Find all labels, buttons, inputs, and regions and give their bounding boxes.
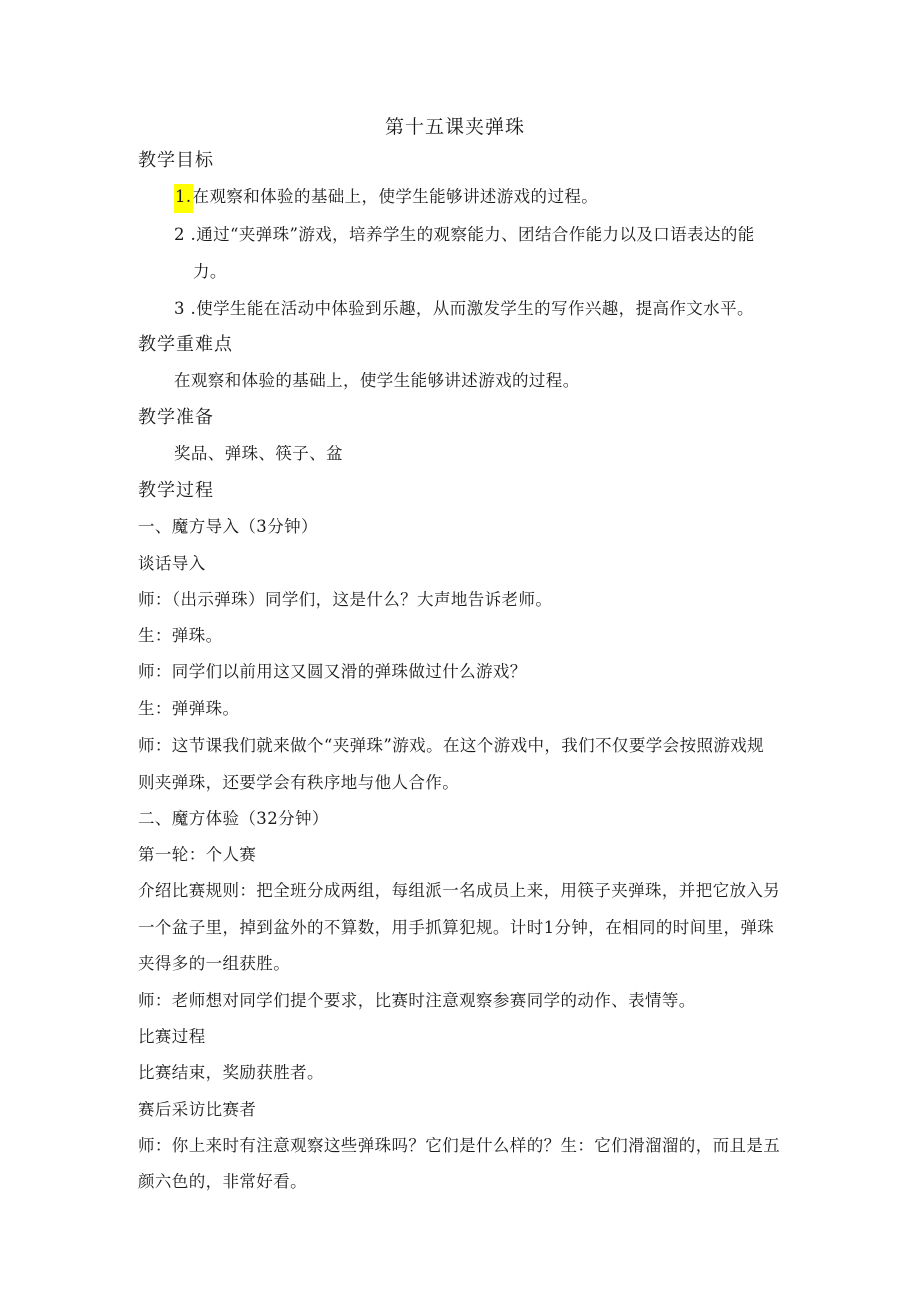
teacher-requirement: 师：老师想对同学们提个要求，比赛时注意观察参赛同学的动作、表情等。	[138, 991, 696, 1010]
match-end: 比赛结束，奖励获胜者。	[138, 1063, 324, 1082]
dialog-line-3: 师：同学们以前用这又圆又滑的弹珠做过什么游戏？	[138, 662, 527, 681]
section-heading-key-points: 教学重难点	[138, 334, 233, 355]
rules-line-2: 一个盆子里，掉到盆外的不算数，用手抓算犯规。计时1分钟，在相同的时间里，弹珠	[138, 918, 775, 937]
part-1-title: 一、魔方导入（3分钟）	[138, 517, 318, 536]
goal-item-1-text: 在观察和体验的基础上，使学生能够讲述游戏的过程。	[192, 187, 599, 206]
interview-heading: 赛后采访比赛者	[138, 1100, 257, 1119]
part-1-subtitle: 谈话导入	[138, 554, 206, 573]
rules-line-1: 介绍比赛规则：把全班分成两组，每组派一名成员上来，用筷子夹弹珠，并把它放入另	[138, 881, 781, 900]
goal-item-3: 3 .使学生能在活动中体验到乐趣，从而激发学生的写作兴趣，提高作文水平。	[174, 299, 754, 318]
interview-line-2: 颜六色的，非常好看。	[138, 1172, 307, 1191]
dialog-line-2: 生：弹珠。	[138, 626, 223, 645]
dialog-line-4: 生：弹弹珠。	[138, 699, 240, 718]
goal-item-2-line-1: 2 .通过“夹弹珠”游戏，培养学生的观察能力、团结合作能力以及口语表达的能	[174, 225, 755, 244]
section-heading-goals: 教学目标	[138, 150, 214, 171]
dialog-line-5b: 则夹弹珠，还要学会有秩序地与他人合作。	[138, 773, 460, 792]
preparation-text: 奖品、弹珠、筷子、盆	[174, 444, 343, 463]
section-heading-process: 教学过程	[138, 480, 214, 501]
dialog-line-1: 师：（出示弹珠）同学们，这是什么？大声地告诉老师。	[138, 590, 553, 609]
section-heading-preparation: 教学准备	[138, 407, 214, 428]
page-title: 第十五课夹弹珠	[385, 116, 526, 138]
interview-line-1: 师：你上来时有注意观察这些弹珠吗？它们是什么样的？生：它们滑溜溜的，而且是五	[138, 1136, 781, 1155]
goal-item-2-line-2: 力。	[193, 262, 227, 281]
highlight-mark: 1.	[174, 184, 193, 213]
goal-item-1	[174, 186, 598, 208]
round-1-label: 第一轮：个人赛	[138, 845, 257, 864]
part-2-title: 二、魔方体验（32分钟）	[138, 809, 329, 828]
rules-line-3: 夹得多的一组获胜。	[138, 954, 291, 973]
key-points-text: 在观察和体验的基础上，使学生能够讲述游戏的过程。	[174, 371, 580, 390]
match-process: 比赛过程	[138, 1027, 206, 1046]
dialog-line-5a: 师：这节课我们就来做个“夹弹珠”游戏。在这个游戏中，我们不仅要学会按照游戏规	[138, 736, 765, 755]
